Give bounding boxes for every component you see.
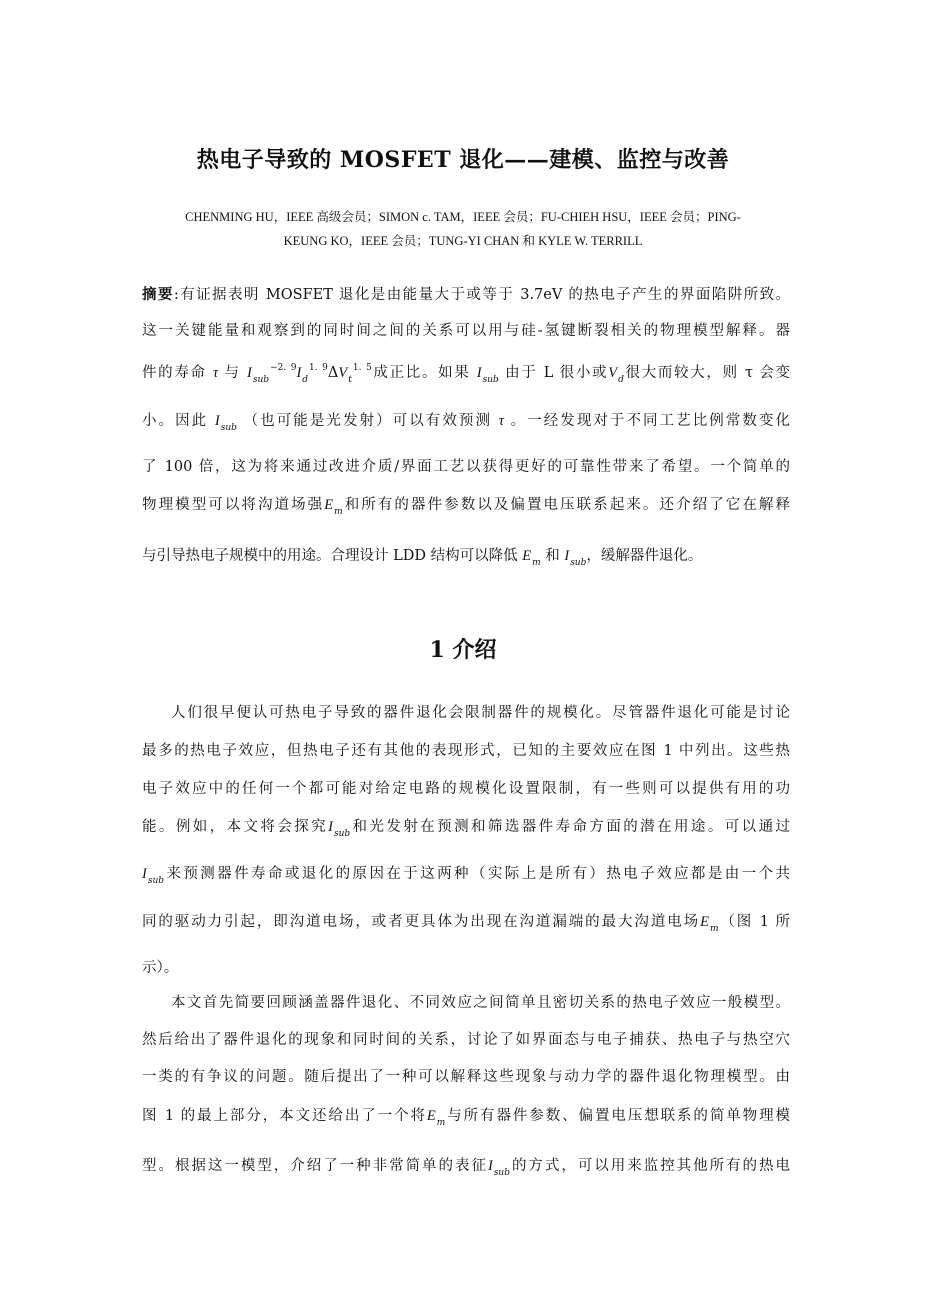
- intro-line: 能。例如，本文将会探究$I_{sub}$和光发射在预测和筛选器件寿命方面的潜在用途。可以通过: [142, 819, 791, 839]
- text: 由于 L 很小或: [505, 365, 609, 381]
- I-symbol: I: [247, 365, 252, 381]
- subscript: d: [302, 375, 309, 385]
- abstract-line-2: 这一关键能量和观察到的同时间之间的关系可以用与硅-氢键断裂相关的物理模型解释。器: [142, 323, 790, 339]
- isub-symbol: $I_{sub}$: [476, 365, 499, 385]
- isub-symbol: $I_{sub}$: [214, 413, 237, 433]
- text: 。一经发现对于不同工艺比例常数变化: [510, 413, 791, 429]
- subscript: sub: [252, 375, 270, 385]
- intro-line: 示）。: [142, 960, 179, 976]
- em-symbol: $E_m$: [522, 548, 541, 568]
- isub-symbol: $I_{sub}$: [328, 819, 351, 839]
- intro-line: 最多的热电子效应，但热电子还有其他的表现形式，已知的主要效应在图 1 中列出。这些热: [142, 743, 790, 759]
- text: ，缓解器件退化。: [586, 548, 703, 564]
- intro-line: 电子效应中的任何一个都可能对给定电路的规模化设置限制，有一些则可以提供有用的功: [142, 781, 790, 797]
- text: 件的寿命: [142, 365, 207, 381]
- abstract-line-1: [142, 283, 790, 304]
- author-line-2: KEUNG KO，IEEE 会员；TUNG-YI CHAN 和 KYLE W. TERRILL: [283, 234, 643, 248]
- text: 很大而较大，则 τ 会变: [623, 365, 791, 381]
- text: 与: [224, 365, 241, 381]
- section-heading: 1 介绍: [429, 637, 497, 663]
- text: 与引导热电子规模中的用途。合理设计 LDD 结构可以降低: [142, 548, 518, 564]
- paper-title: 热电子导致的 MOSFET 退化——建模、监控与改善: [196, 147, 730, 173]
- author-list: [140, 205, 786, 253]
- em-symbol: $E_m$: [700, 914, 719, 934]
- intro-line: 本文首先简要回顾涵盖器件退化、不同效应之间简单且密切关系的热电子效应一般模型。: [171, 995, 790, 1011]
- abstract-line-6: [142, 493, 790, 517]
- em-symbol: $E_m$: [426, 1108, 446, 1128]
- formula-isub-id-vt: [247, 363, 372, 385]
- vd-symbol: $V_d$: [608, 365, 624, 385]
- intro-line: 型。根据这一模型，介绍了一种非常简单的表征$I_{sub}$的方式，可以用来监控其他所有的热电: [142, 1158, 791, 1178]
- text: 和所有的器件参数以及偏置电压联系起来。还介绍了它在解释: [342, 497, 790, 513]
- exponent: 1. 5: [352, 363, 372, 373]
- delta-symbol: Δ: [327, 365, 339, 381]
- abstract-line-5: 了 100 倍，这为将来通过改进介质/界面工艺以获得更好的可靠性带来了希望。一个简单的: [142, 459, 790, 475]
- subscript: t: [348, 375, 352, 385]
- abstract-label: 摘要: [142, 286, 174, 303]
- abstract-line-7: [142, 544, 790, 568]
- intro-line: 同的驱动力引起，即沟道电场，或者更具体为出现在沟道漏端的最大沟道电场$E_m$（图 1 所: [142, 914, 790, 934]
- intro-line: $I_{sub}$来预测器件寿命或退化的原因在于这两种（实际上是所有）热电子效应都是由一个共: [142, 866, 790, 886]
- abstract-text: :有证据表明 MOSFET 退化是由能量大于或等于 3.7eV 的热电子产生的界面陷阱所致。: [173, 287, 791, 303]
- author-line-1: CHENMING HU，IEEE 高级会员；SIMON c. TAM，IEEE 会员；FU-CHIEH HSU，IEEE 会员；PING-: [185, 210, 741, 224]
- text: 物理模型可以将沟道场强: [142, 497, 325, 513]
- isub-symbol: $I_{sub}$: [564, 548, 587, 568]
- V-symbol: V: [338, 365, 348, 381]
- abstract-line-4: [142, 409, 790, 433]
- tau-symbol: τ: [498, 413, 504, 429]
- text: 和: [545, 548, 560, 564]
- text: （也可能是光发射）可以有效预测: [243, 413, 493, 429]
- isub-symbol: $I_{sub}$: [487, 1158, 510, 1178]
- exponent: −2. 9: [270, 363, 297, 373]
- intro-line: 然后给出了器件退化的现象和同时间的关系，讨论了如界面态与电子捕获、热电子与热空穴: [142, 1032, 790, 1048]
- text: 成正比。如果: [371, 365, 471, 381]
- em-symbol: $E_m$: [324, 497, 343, 517]
- intro-line: 一类的有争议的问题。随后提出了一种可以解释这些现象与动力学的器件退化物理模型。由: [142, 1069, 790, 1085]
- abstract-line-3: [142, 361, 790, 385]
- isub-symbol: $I_{sub}$: [142, 866, 165, 886]
- intro-line: 图 1 的最上部分，本文还给出了一个将$E_m$与所有器件参数、偏置电压想联系的简单物理模: [142, 1108, 791, 1128]
- text: 小。因此: [142, 413, 209, 429]
- intro-line: 人们很早便认可热电子导致的器件退化会限制器件的规模化。尽管器件退化可能是讨论: [171, 705, 790, 721]
- tau-symbol: τ: [213, 365, 219, 381]
- exponent: 1. 9: [309, 363, 328, 373]
- I-symbol: I: [296, 365, 302, 381]
